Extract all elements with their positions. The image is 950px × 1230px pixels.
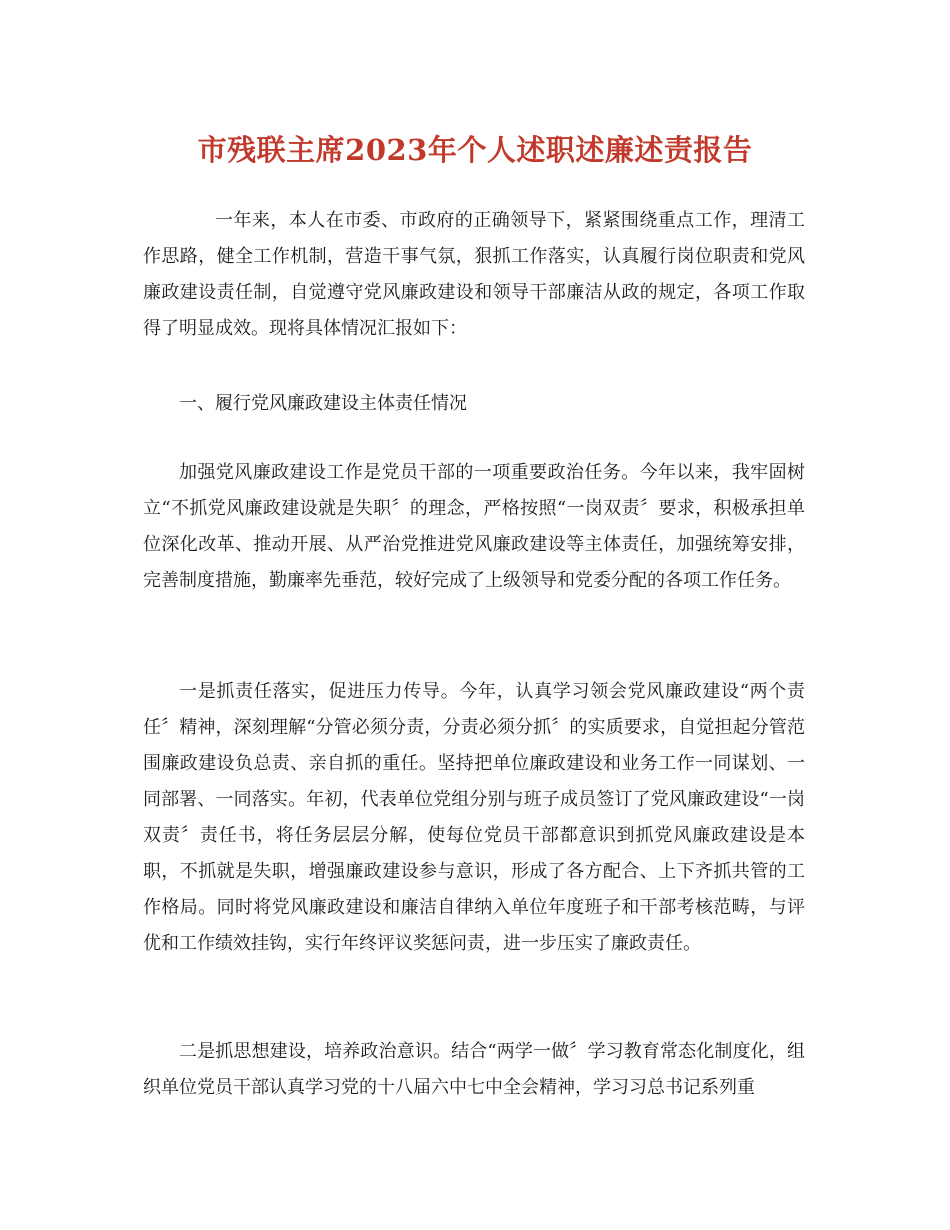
paragraph-1: 加强党风廉政建设工作是党员干部的一项重要政治任务。今年以来，我牢固树立“不抓党风廉政建设就是失职〞的理念，严格按照“一岗双责〞要求，积极承担单位深化改革、推动开展、从严治党推进党风廉政建设等主体责任，加强统筹安排，完善制度措施，勤廉率先垂范，较好完成了上级领导和党委分配的各项工作任务。	[143, 462, 805, 591]
paragraph-2: 一是抓责任落实，促进压力传导。今年，认真学习领会党风廉政建设“两个责任〞精神，深刻理解“分管必须分责，分责必须分抓〞的实质要求，自觉担起分管范围廉政建设负总责、亲自抓的重任。坚持把单位廉政建设和业务工作一同谋划、一同部署、一同落实。年初，代表单位党组分别与班子成员签订了党风廉政建设“一岗双责〞责任书，将任务层层分解，使每位党员干部都意识到抓党风廉政建设是本职，不抓就是失职，增强廉政建设参与意识，形成了各方配合、上下齐抓共管的工作格局。同时将党风廉政建设和廉洁自律纳入单位年度班子和干部考核范畴，与评优和工作绩效挂钩，实行年终评议奖惩问责，进一步压实了廉政责任。	[143, 681, 805, 954]
intro-paragraph: 一年来，本人在市委、市政府的正确领导下，紧紧围绕重点工作，理清工作思路，健全工作机制，营造干事气氛，狠抓工作落实，认真履行岗位职责和党风廉政建设责任制，自觉遵守党风廉政建设和领导干部廉洁从政的规定，各项工作取得了明显成效。现将具体情况汇报如下：	[143, 210, 805, 339]
document-title: 市残联主席2023年个人述职述廉述责报告	[197, 133, 753, 167]
section-heading: 一、履行党风廉政建设主体责任情况	[179, 393, 467, 414]
paragraph-3: 二是抓思想建设，培养政治意识。结合“两学一做〞学习教育常态化制度化，组织单位党员干部认真学习党的十八届六中七中全会精神，学习习总书记系列重	[143, 1041, 805, 1098]
